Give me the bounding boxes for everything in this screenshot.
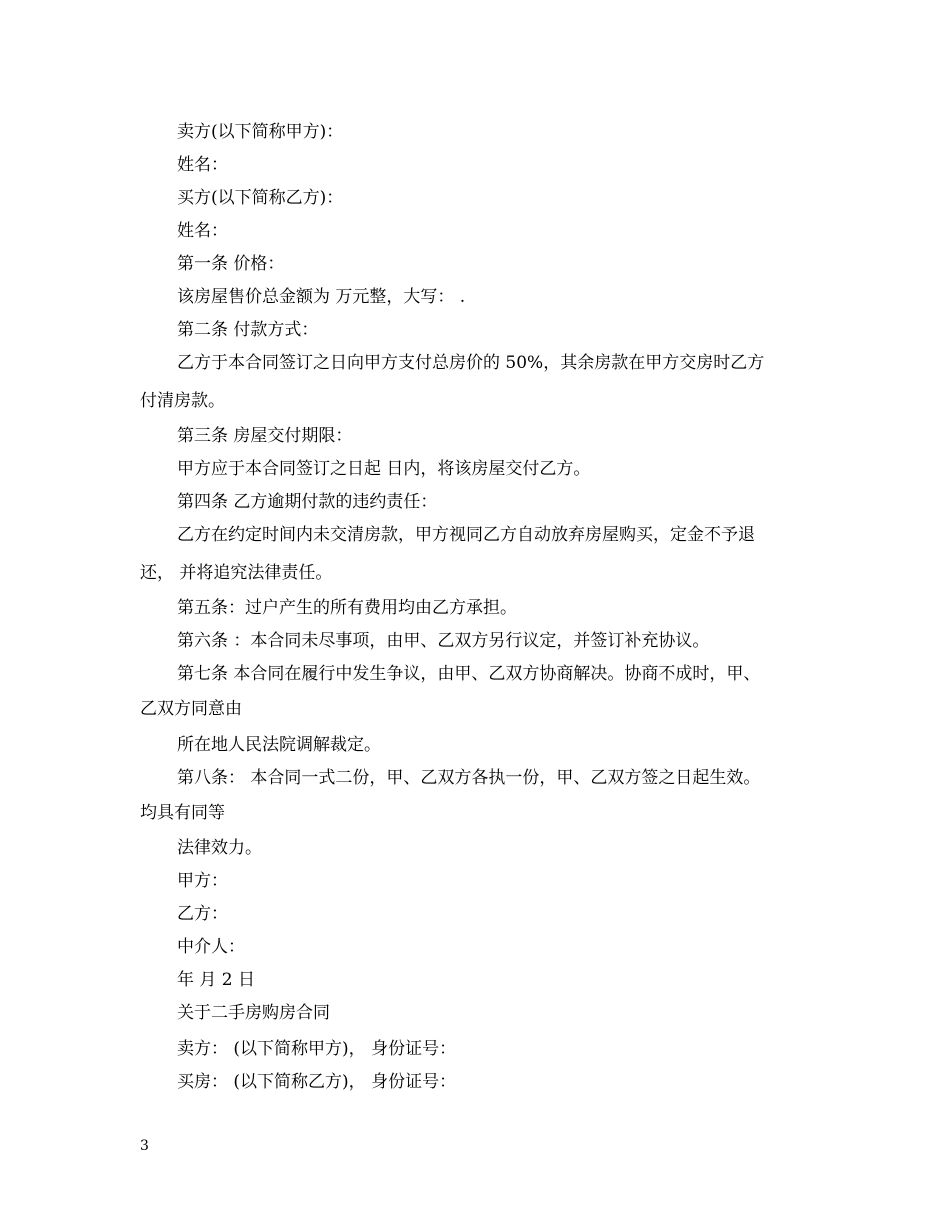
article-7-text-cont: 乙双方同意由 (140, 699, 242, 719)
party-b-signature: 乙方： (177, 904, 228, 924)
date-line: 年 月 2 日 (177, 970, 256, 990)
article-4-text-cont: 还， 并将追究法律责任。 (140, 563, 333, 583)
article-6-text: 第六条 ：本合同未尽事项，由甲、乙双方另行议定，并签订补充协议。 (177, 631, 710, 651)
article-8-text-cont: 均具有同等 (140, 803, 225, 823)
seller-name-label: 姓名： (177, 155, 228, 175)
article-5-text: 第五条：过户产生的所有费用均由乙方承担。 (177, 598, 517, 618)
article-8-text-end: 法律效力。 (177, 838, 262, 858)
article-2-text-cont: 付清房款。 (140, 391, 225, 411)
article-1-text: 该房屋售价总金额为 万元整，大写： . (177, 287, 466, 307)
seller-label: 卖方(以下简称甲方)： (177, 122, 344, 142)
article-2-text: 乙方于本合同签订之日向甲方支付总房价的 50%，其余房款在甲方交房时乙方 (177, 353, 765, 373)
page-number: 3 (140, 1138, 149, 1154)
article-4-heading: 第四条 乙方逾期付款的违约责任： (177, 492, 438, 512)
article-7-text-end: 所在地人民法院调解裁定。 (177, 735, 381, 755)
article-3-heading: 第三条 房屋交付期限： (177, 426, 353, 446)
seller-id-line: 卖方： (以下简称甲方)， 身份证号： (177, 1039, 457, 1059)
section-title: 关于二手房购房合同 (177, 1003, 330, 1023)
buyer-name-label: 姓名： (177, 221, 228, 241)
article-1-heading: 第一条 价格： (177, 254, 285, 274)
article-8-text: 第八条： 本合同一式二份，甲、乙双方各执一份，甲、乙双方签之日起生效。 (177, 768, 761, 788)
article-4-text: 乙方在约定时间内未交清房款，甲方视同乙方自动放弃房屋购买，定金不予退 (177, 525, 755, 545)
party-a-signature: 甲方： (177, 871, 228, 891)
article-2-heading: 第二条 付款方式： (177, 320, 319, 340)
buyer-id-line: 买房： (以下简称乙方)， 身份证号： (177, 1072, 457, 1092)
agent-signature: 中介人： (177, 937, 245, 957)
article-3-text: 甲方应于本合同签订之日起 日内，将该房屋交付乙方。 (177, 459, 591, 479)
buyer-label: 买方(以下简称乙方)： (177, 188, 344, 208)
article-7-text: 第七条 本合同在履行中发生争议，由甲、乙双方协商解决。协商不成时，甲、 (177, 664, 761, 684)
